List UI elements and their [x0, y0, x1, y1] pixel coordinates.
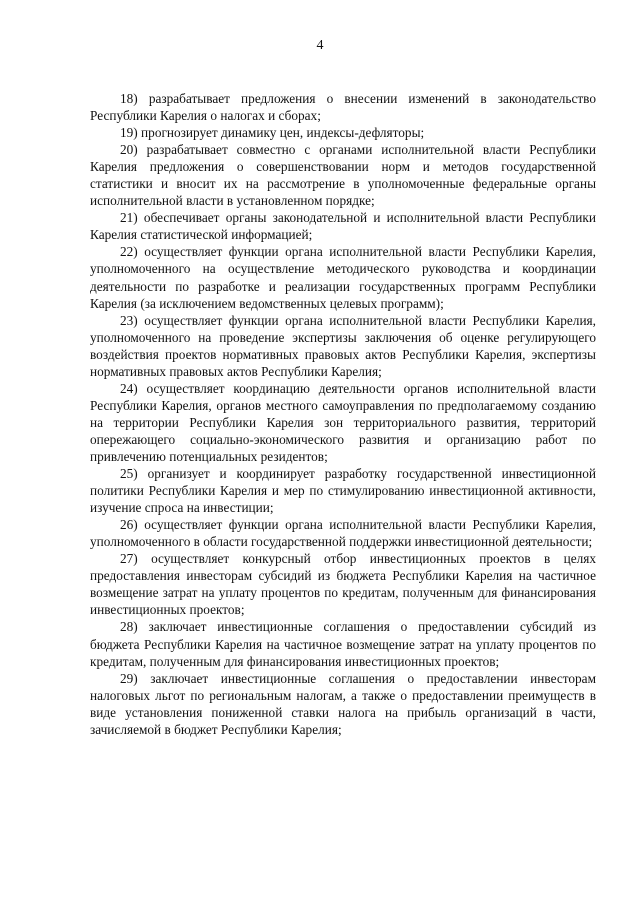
- paragraph-20: 20) разрабатывает совместно с органами исполнительной власти Республики Карелия предложения о совершенствовании норм и методов государственной статистики и вносит их на рассмотрение в уполномоченные федеральные органы исполнительной власти в установленном порядке;: [90, 142, 596, 209]
- paragraph-18: 18) разрабатывает предложения о внесении изменений в законодательство Республики Карелия о налогах и сборах;: [90, 91, 596, 124]
- paragraph-19: 19) прогнозирует динамику цен, индексы-дефляторы;: [120, 125, 425, 141]
- paragraph-21: 21) обеспечивает органы законодательной и исполнительной власти Республики Карелия статистической информацией;: [90, 210, 596, 243]
- document-body: [90, 90, 596, 738]
- paragraph-29: 29) заключает инвестиционные соглашения о предоставлении инвесторам налоговых льгот по региональным налогам, а также о предоставлении преимуществ в виде установления пониженной ставки налога на прибыль организаций в части, зачисляемой в бюджет Республики Карелия;: [90, 670, 596, 737]
- paragraph-23: 23) осуществляет функции органа исполнительной власти Республики Карелия, уполномоченного на проведение экспертизы заключения об оценке регулирующего воздействия проектов нормативных правовых актов Республики Карелия, экспертизы нормативных правовых актов Республики Карелия;: [90, 312, 596, 379]
- paragraph-24: 24) осуществляет координацию деятельности органов исполнительной власти Республики Карелия, органов местного самоуправления по предполагаемому созданию на территории Республики Карелия зон территориального развития, территорий опережающего социально-экономического развития и организацию работ по привлечению потенциальных резидентов;: [90, 380, 596, 464]
- paragraph-26: 26) осуществляет функции органа исполнительной власти Республики Карелия, уполномоченного в области государственной поддержки инвестиционной деятельности;: [90, 517, 596, 550]
- paragraph-25: 25) организует и координирует разработку государственной инвестиционной политики Республики Карелия и мер по стимулированию инвестиционной активности, изучение спроса на инвестиции;: [90, 466, 596, 516]
- paragraph-22: 22) осуществляет функции органа исполнительной власти Республики Карелия, уполномоченного на осуществление методического руководства и координации деятельности по разработке и реализации государственных программ Республики Карелия (за исключением ведомственных целевых программ);: [90, 244, 596, 311]
- page-number: 4: [316, 38, 324, 53]
- paragraph-27: 27) осуществляет конкурсный отбор инвестиционных проектов в целях предоставления инвесторам субсидий из бюджета Республики Карелия на частичное возмещение затрат на уплату процентов по кредитам, полученным для финансирования инвестиционных проектов;: [90, 551, 596, 618]
- paragraph-28: 28) заключает инвестиционные соглашения о предоставлении субсидий из бюджета Республики Карелия на частичное возмещение затрат на уплату процентов по кредитам, полученным для финансирования инвестиционных проектов;: [90, 619, 596, 669]
